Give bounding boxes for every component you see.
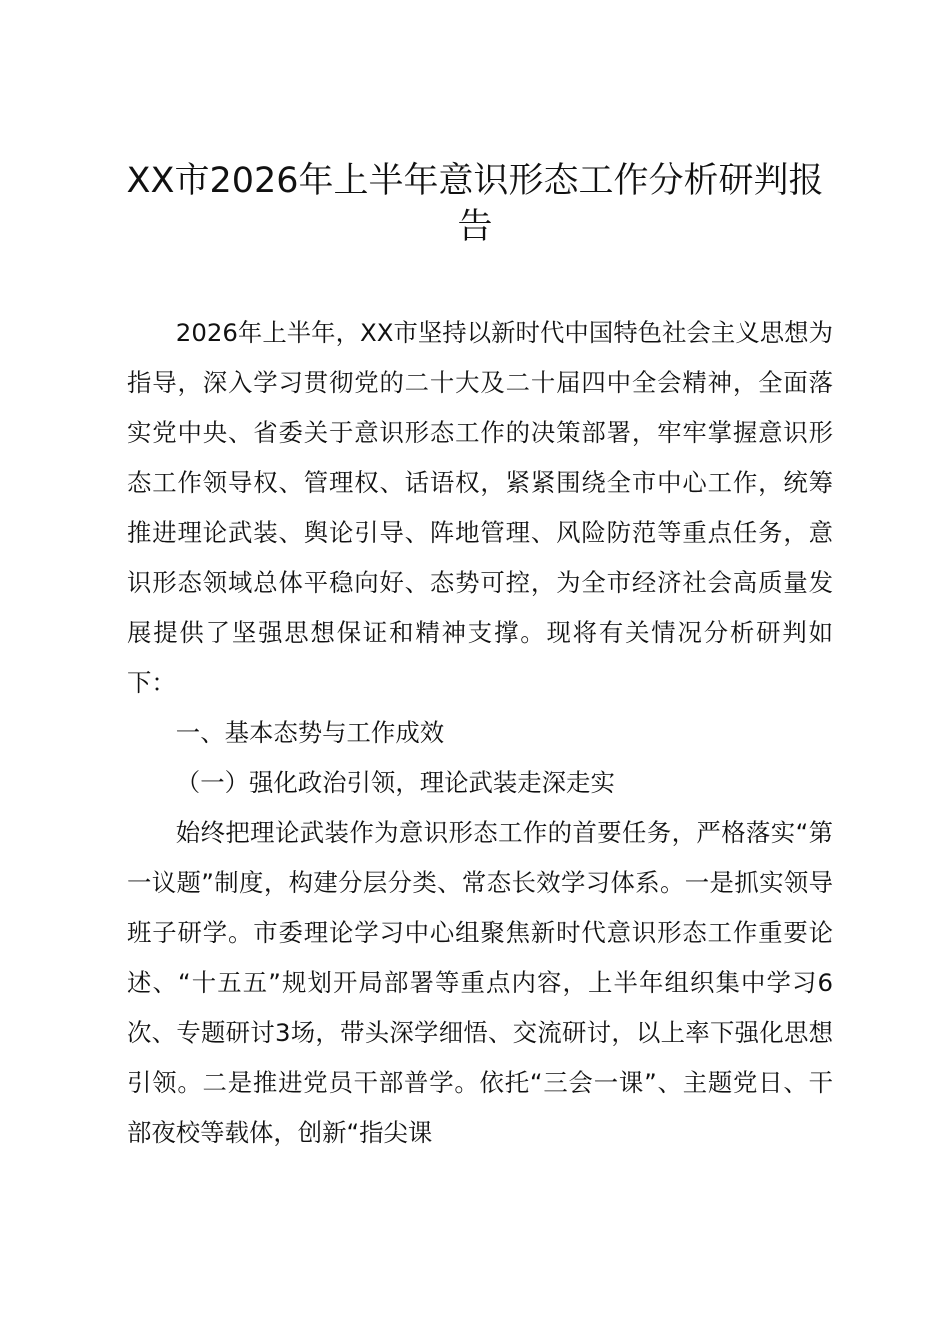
document-body (127, 308, 833, 1158)
section-heading-1: 一、基本态势与工作成效 (175, 718, 445, 747)
intro-paragraph: 2026年上半年，XX市坚持以新时代中国特色社会主义思想为指导，深入学习贯彻党的二十大及二十届四中全会精神，全面落实党中央、省委关于意识形态工作的决策部署，牢牢掌握意识形态工作领导权、管理权、话语权，紧紧围绕全市中心工作，统筹推进理论武装、舆论引导、阵地管理、风险防范等重点任务，意识形态领域总体平稳向好、态势可控，为全市经济社会高质量发展提供了坚强思想保证和精神支撑。现将有关情况分析研判如下： (127, 318, 833, 697)
body-paragraph-1: 始终把理论武装作为意识形态工作的首要任务，严格落实“第一议题”制度，构建分层分类、常态长效学习体系。一是抓实领导班子研学。市委理论学习中心组聚焦新时代意识形态工作重要论述、“十五五”规划开局部署等重点内容，上半年组织集中学习6次、专题研讨3场，带头深学细悟、交流研讨，以上率下强化思想引领。二是推进党员干部普学。依托“三会一课”、主题党日、干部夜校等载体，创新“指尖课 (127, 818, 833, 1147)
subsection-heading-1: （一）强化政治引领，理论武装走深走实 (175, 768, 615, 797)
document-title: XX市2026年上半年意识形态工作分析研判报告 (126, 161, 824, 247)
